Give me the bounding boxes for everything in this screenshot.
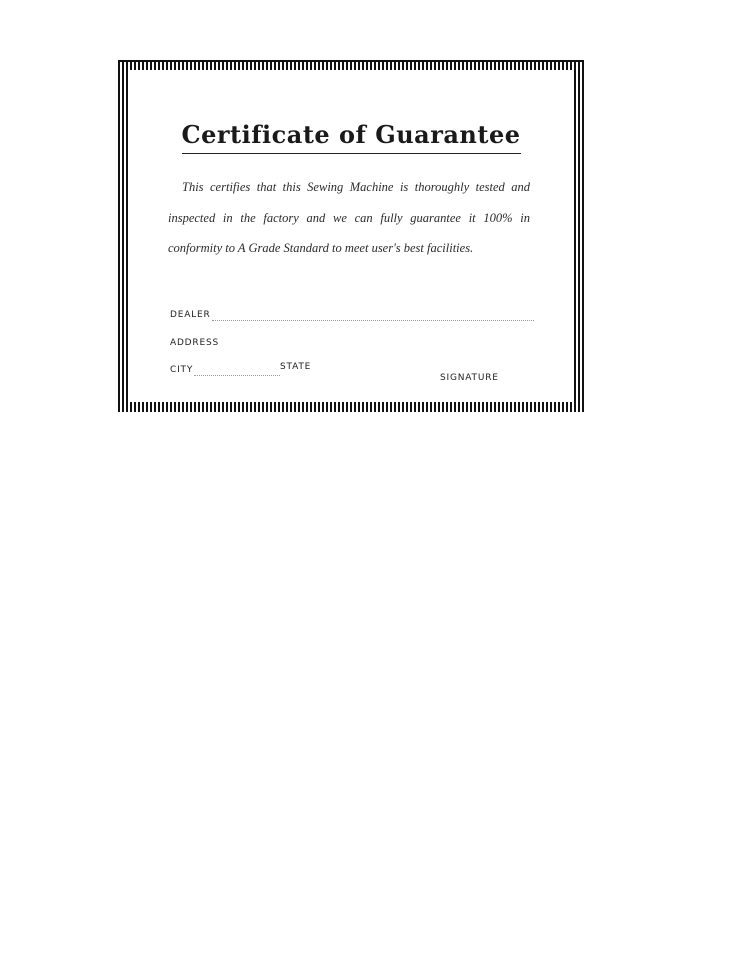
dealer-line [212, 320, 534, 321]
state-label: STATE [280, 362, 312, 372]
city-label: CITY [170, 365, 194, 375]
certificate-title: Certificate of Guarantee [182, 120, 521, 154]
address-label: ADDRESS [170, 338, 219, 348]
certificate-content [146, 88, 556, 384]
certificate-card [118, 60, 584, 412]
title-wrap [146, 120, 556, 154]
certificate-body [168, 172, 530, 264]
city-line [194, 375, 280, 376]
signature-label: SIGNATURE [440, 373, 499, 383]
decorative-border-top [118, 60, 584, 74]
certificate-body-text: This certifies that this Sewing Machine is thoroughly tested and inspected in the factory and we can fully guarantee it 100% in conformity to A Grade Standard to meet user's best facilities. [168, 180, 530, 255]
dealer-label: DEALER [170, 310, 211, 320]
